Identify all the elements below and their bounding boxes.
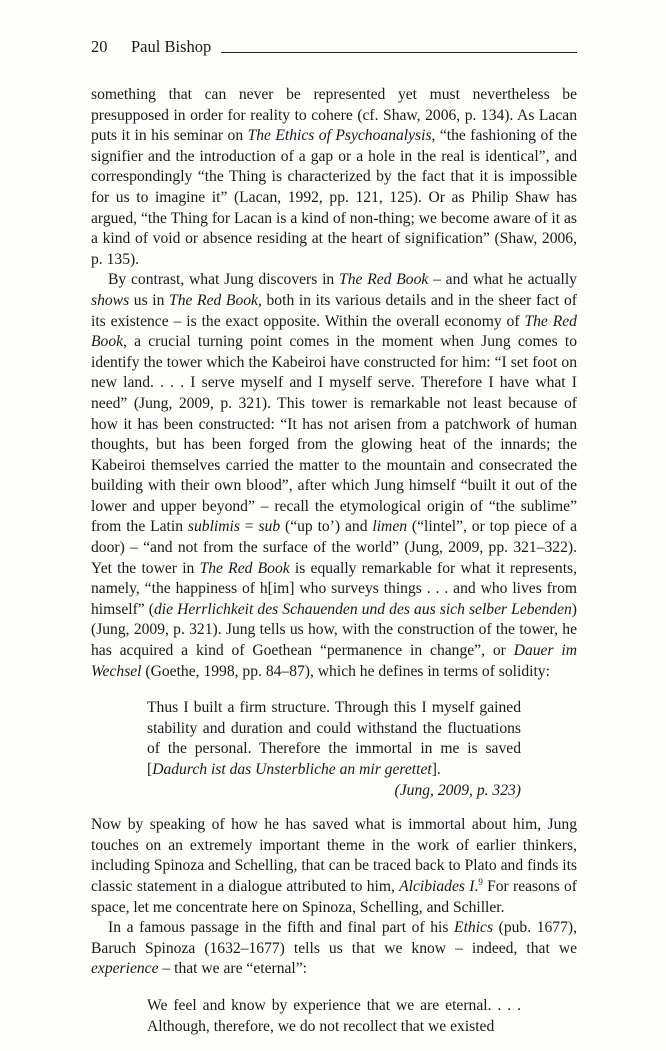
footnote-marker[interactable]: 9 [478, 876, 483, 887]
paragraph-3: Now by speaking of how he has saved what is immortal about him, Jung touches on an extremely important theme in the work of earlier thinkers, including Spinoza and Schelling, that can be traced back to Plato and finds its classic statement in a dialogue attributed to him, Alcibiades I.$^9$ For reasons of space, let me concentrate here on Spinoza, Schelling, and Schiller. [91, 816, 578, 916]
paragraph-4: In a famous passage in the fifth and final part of his Ethics (pub. 1677), Baruch Spinoza (1632–1677) tells us that we know – indeed, that we experience – that we are “eternal”: [91, 919, 577, 978]
running-header [91, 37, 577, 61]
header-rule [221, 52, 577, 53]
block-quote-2 [147, 996, 521, 1037]
block-quote-1-text: Thus I built a firm structure. Through this I myself gained stability and duration and could withstand the fluctuations of the personal. Therefore the immortal in me is saved [Dadurch ist das Unsterbliche an mir gerettet]. [147, 699, 521, 778]
block-quote-1 [147, 698, 521, 801]
block-quote-2-text: We feel and know by experience that we are eternal. . . . Although, therefore, we do not recollect that we existed [147, 996, 521, 1035]
block-quote-1-citation: (Jung, 2009, p. 323) [394, 781, 521, 799]
running-head-author: Paul Bishop [131, 37, 212, 56]
paragraph-2: By contrast, what Jung discovers in The Red Book – and what he actually shows us in The Red Book, both in its various details and in the sheer fact of its existence – is the exact opposite. Within the overall economy of The Red Book, a crucial turning point comes in the moment when Jung comes to identify the tower which the Kabeiroi have constructed for him: “I set foot on new land. . . . I serve myself and I myself serve. Therefore I have what I need” (Jung, 2009, p. 321). This tower is remarkable not least because of how it has been constructed: “It has not arisen from a patchwork of human thoughts, but has been forged from the glowing heat of the innards; the Kabeiroi themselves carried the matter to the mountain and consecrated the building with their own blood”, after which Jung himself “built it out of the lower and upper beyond” – recall the etymological origin of “the sublime” from the Latin sublimis = sub (“up to’) and limen (“lintel”, or top piece of a door) – “and not from the surface of the world” (Jung, 2009, pp. 321–322). Yet the tower in The Red Book is equally remarkable for what it represents, namely, “the happiness of h[im] who surveys things . . . and who lives from himself” (die Herrlichkeit des Schauenden und des aus sich selber Lebenden) (Jung, 2009, p. 321). Jung tells us how, with the construction of the tower, he has acquired a kind of Goethean “permanence in change”, or Dauer im Wechsel (Goethe, 1998, pp. 84–87), which he defines in terms of solidity: [91, 271, 578, 680]
body-text [91, 85, 577, 1051]
paragraph-1: something that can never be represented yet must nevertheless be presupposed in order for reality to cohere (cf. Shaw, 2006, p. 134). As Lacan puts it in his seminar on The Ethics of Psychoanalysis, “the fashioning of the signifier and the introduction of a gap or a hole in the real is identical”, and correspondingly “the Thing is characterized by the fact that it is impossible for us to imagine it” (Lacan, 1992, pp. 121, 125). Or as Philip Shaw has argued, “the Thing for Lacan is a kind of non-thing; we become aware of it as a kind of void or absence residing at the heart of signification” (Shaw, 2006, p. 135). [91, 86, 577, 268]
page-number: 20 [91, 37, 108, 56]
